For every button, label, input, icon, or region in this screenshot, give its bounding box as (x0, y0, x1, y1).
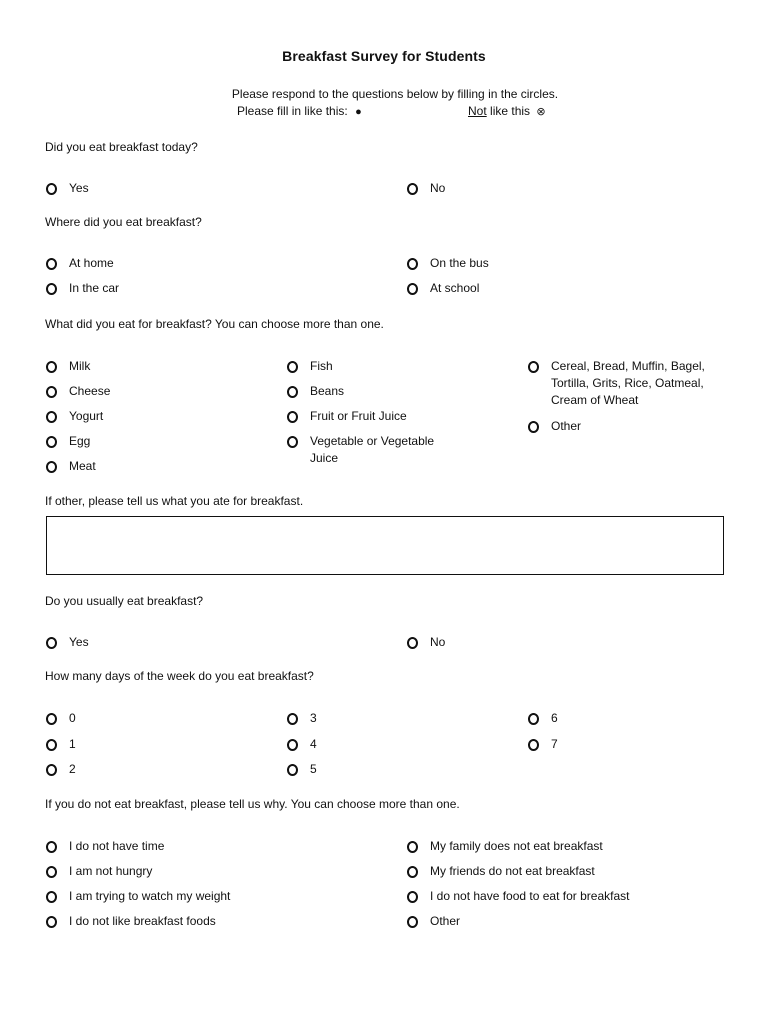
instructions-line: Please respond to the questions below by filling in the circles. (231, 87, 559, 101)
question-where: Where did you eat breakfast? (45, 215, 202, 229)
not-fill-instruction (468, 104, 546, 118)
option-q6-4[interactable]: 4 (287, 739, 317, 753)
radio-circle-icon[interactable] (287, 739, 298, 751)
option-q2-on-the-bus[interactable]: On the bus (407, 258, 489, 272)
option-q7-friends[interactable]: My friends do not eat breakfast (407, 866, 595, 880)
option-q3-cheese[interactable]: Cheese (46, 386, 110, 400)
radio-circle-icon[interactable] (407, 283, 418, 295)
checkbox-circle-icon[interactable] (46, 411, 57, 423)
fill-label: Please fill in like this: (237, 104, 348, 118)
not-rest: like this (486, 104, 531, 118)
option-q3-vegetable[interactable]: Vegetable or Vegetable Juice (287, 436, 460, 467)
option-q2-in-the-car[interactable]: In the car (46, 283, 119, 297)
checkbox-circle-icon[interactable] (528, 361, 539, 373)
option-q7-no-food[interactable]: I do not have food to eat for breakfast (407, 891, 629, 905)
radio-circle-icon[interactable] (528, 739, 539, 751)
checkbox-circle-icon[interactable] (46, 916, 57, 928)
option-q6-1[interactable]: 1 (46, 739, 76, 753)
option-q6-3[interactable]: 3 (287, 713, 317, 727)
fill-instruction (237, 104, 362, 118)
question-breakfast-today: Did you eat breakfast today? (45, 140, 198, 154)
checkbox-circle-icon[interactable] (287, 411, 298, 423)
checkbox-circle-icon[interactable] (407, 916, 418, 928)
radio-circle-icon[interactable] (287, 713, 298, 725)
option-q7-weight[interactable]: I am trying to watch my weight (46, 891, 230, 905)
option-q1-yes[interactable]: Yes (46, 183, 89, 197)
checkbox-circle-icon[interactable] (528, 421, 539, 433)
checkbox-circle-icon[interactable] (46, 866, 57, 878)
radio-circle-icon[interactable] (287, 764, 298, 776)
crossed-circle-icon: ⊗ (536, 106, 546, 118)
option-q2-at-school[interactable]: At school (407, 283, 479, 297)
question-what-eat: What did you eat for breakfast? You can choose more than one. (45, 317, 384, 331)
question-why-not: If you do not eat breakfast, please tell us why. You can choose more than one. (45, 797, 460, 811)
option-q3-fish[interactable]: Fish (287, 361, 333, 375)
filled-circle-icon: ● (355, 106, 362, 118)
checkbox-circle-icon[interactable] (407, 841, 418, 853)
option-q2-at-home[interactable]: At home (46, 258, 114, 272)
option-q3-milk[interactable]: Milk (46, 361, 90, 375)
option-q3-meat[interactable]: Meat (46, 461, 96, 475)
checkbox-circle-icon[interactable] (46, 436, 57, 448)
radio-circle-icon[interactable] (407, 258, 418, 270)
checkbox-circle-icon[interactable] (287, 436, 298, 448)
option-q5-no[interactable]: No (407, 637, 445, 651)
question-if-other: If other, please tell us what you ate for breakfast. (45, 494, 304, 508)
radio-circle-icon[interactable] (407, 183, 418, 195)
option-q3-fruit[interactable]: Fruit or Fruit Juice (287, 411, 407, 425)
radio-circle-icon[interactable] (46, 713, 57, 725)
radio-circle-icon[interactable] (46, 258, 57, 270)
option-q1-no[interactable]: No (407, 183, 445, 197)
radio-circle-icon[interactable] (46, 183, 57, 195)
option-q3-grains[interactable]: Cereal, Bread, Muffin, Bagel, Tortilla, Grits, Rice, Oatmeal, Cream of Wheat (528, 361, 721, 409)
radio-circle-icon[interactable] (46, 283, 57, 295)
checkbox-circle-icon[interactable] (46, 841, 57, 853)
checkbox-circle-icon[interactable] (287, 386, 298, 398)
radio-circle-icon[interactable] (46, 764, 57, 776)
option-q7-family[interactable]: My family does not eat breakfast (407, 841, 603, 855)
checkbox-circle-icon[interactable] (46, 386, 57, 398)
not-word: Not (468, 104, 487, 118)
option-q5-yes[interactable]: Yes (46, 637, 89, 651)
checkbox-circle-icon[interactable] (46, 361, 57, 373)
checkbox-circle-icon[interactable] (287, 361, 298, 373)
option-q7-dislike[interactable]: I do not like breakfast foods (46, 916, 216, 930)
option-q7-no-time[interactable]: I do not have time (46, 841, 164, 855)
question-how-many-days: How many days of the week do you eat breakfast? (45, 669, 314, 683)
option-q6-0[interactable]: 0 (46, 713, 76, 727)
option-q6-7[interactable]: 7 (528, 739, 558, 753)
option-q3-egg[interactable]: Egg (46, 436, 90, 450)
other-answer-field[interactable] (46, 516, 724, 575)
checkbox-circle-icon[interactable] (46, 891, 57, 903)
option-q6-2[interactable]: 2 (46, 764, 76, 778)
page-title: Breakfast Survey for Students (282, 48, 486, 64)
option-q3-beans[interactable]: Beans (287, 386, 344, 400)
option-q3-other[interactable]: Other (528, 421, 581, 435)
radio-circle-icon[interactable] (528, 713, 539, 725)
option-q7-other[interactable]: Other (407, 916, 460, 930)
radio-circle-icon[interactable] (46, 637, 57, 649)
option-q6-5[interactable]: 5 (287, 764, 317, 778)
question-usually: Do you usually eat breakfast? (45, 594, 204, 608)
option-q7-not-hungry[interactable]: I am not hungry (46, 866, 152, 880)
checkbox-circle-icon[interactable] (46, 461, 57, 473)
option-q6-6[interactable]: 6 (528, 713, 558, 727)
option-q3-yogurt[interactable]: Yogurt (46, 411, 103, 425)
radio-circle-icon[interactable] (407, 637, 418, 649)
checkbox-circle-icon[interactable] (407, 891, 418, 903)
checkbox-circle-icon[interactable] (407, 866, 418, 878)
radio-circle-icon[interactable] (46, 739, 57, 751)
